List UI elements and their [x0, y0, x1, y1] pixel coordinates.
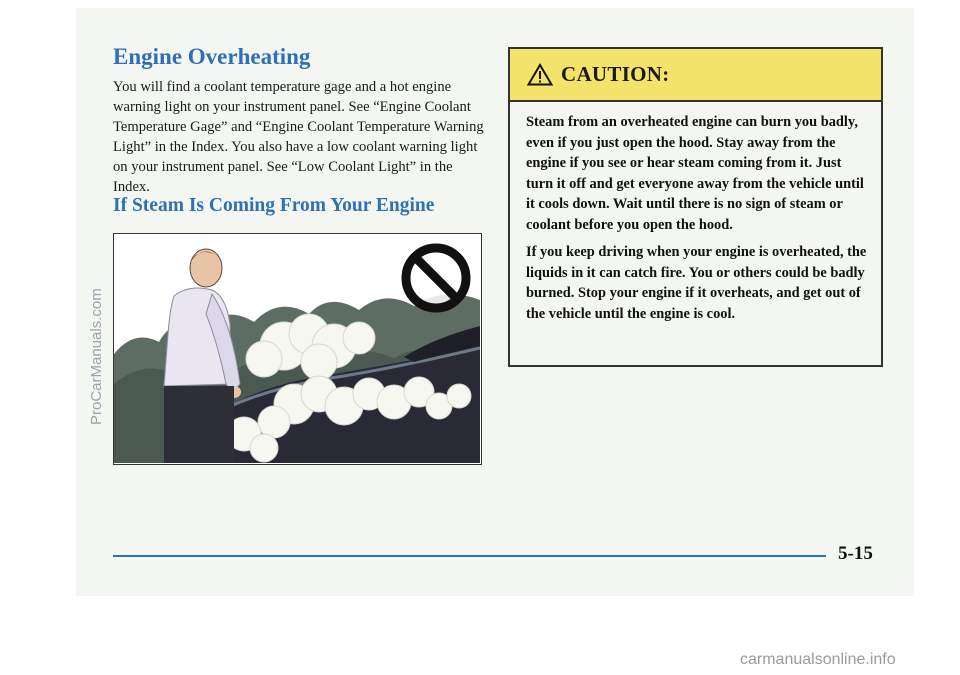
warning-triangle-icon — [527, 63, 553, 86]
footer-rule — [113, 555, 826, 557]
caution-title: CAUTION: — [561, 62, 670, 86]
caution-body — [510, 102, 881, 324]
caution-header — [510, 49, 881, 102]
caution-paragraph: If you keep driving when your engine is overheated, the liquids in it can catch fire. You or others could be badly burned. Stop your engine if it overheats, and get out of the vehicle until the engine is cool. — [526, 244, 867, 322]
section-body: You will find a coolant temperature gage and a hot engine warning light on your instrument panel. See “Engine Coolant Temperature Gage” and “Engine Coolant Temperature Warning Light” in the Index. You also have a low coolant warning light on your instrument panel. See “Low Coolant Light” in the Index. — [113, 79, 484, 195]
bottom-watermark: carmanualsonline.info — [740, 651, 896, 668]
caution-box — [508, 47, 883, 367]
subsection-title: If Steam Is Coming From Your Engine — [113, 195, 435, 216]
side-watermark: ProCarManuals.com — [88, 288, 105, 425]
no-symbol-icon — [406, 248, 466, 308]
section-title: Engine Overheating — [113, 44, 311, 69]
caution-paragraph: Steam from an overheated engine can burn you badly, even if you just open the hood. Stay away from the engine if you see or hear steam coming from it. Just turn it off and get everyone away from the vehicle until it cools down. Wait until there is no sign of steam or coolant before you open the hood. — [526, 114, 864, 233]
steam-illustration — [113, 233, 482, 465]
page-number: 5-15 — [838, 543, 873, 564]
